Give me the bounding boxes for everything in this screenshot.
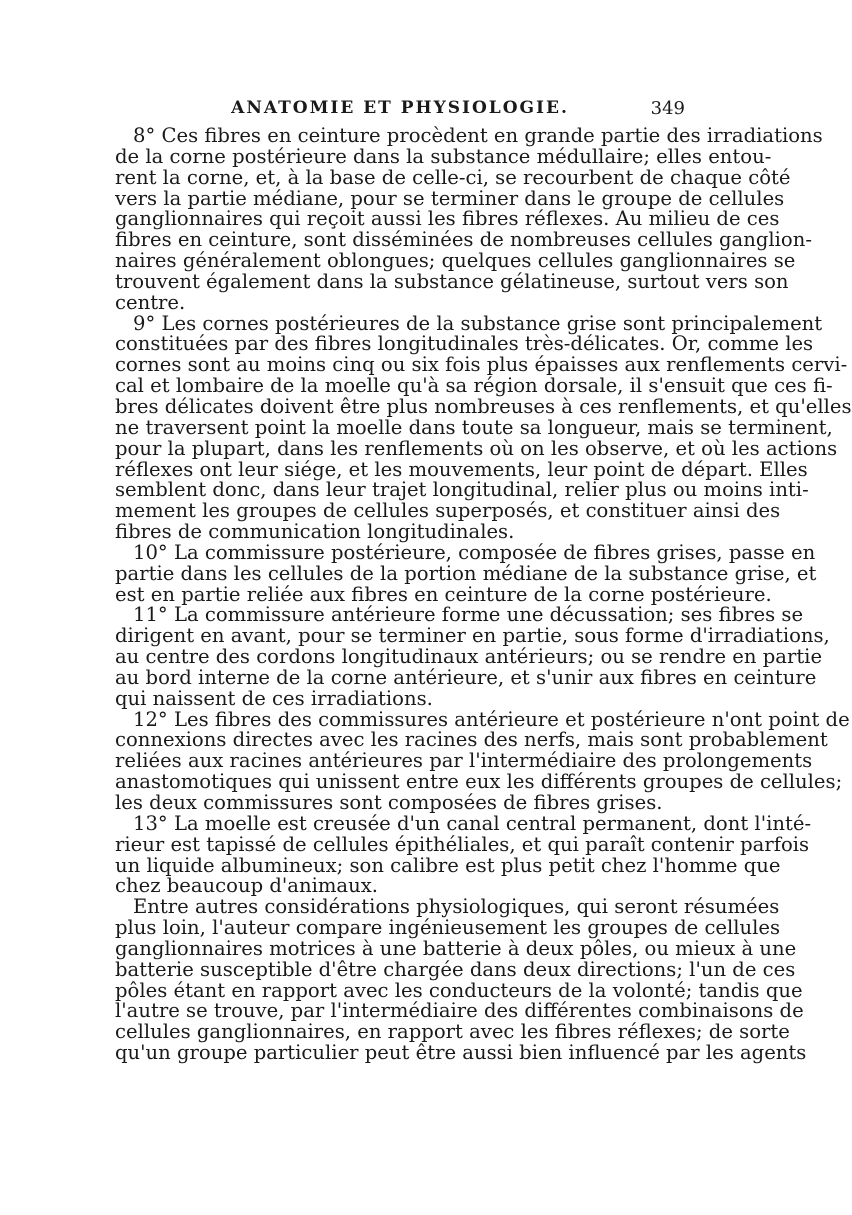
text-line: au centre des cordons longitudinaux antérieurs; ou se rendre en partie: [115, 645, 823, 669]
text-line: partie dans les cellules de la portion médiane de la substance grise, et: [115, 561, 817, 585]
text-line: pour la plupart, dans les renflements où on les observe, et où les actions: [115, 436, 838, 460]
paragraph: [115, 811, 812, 898]
text-line: 12° Les fibres des commissures antérieure et postérieure n'ont point de: [133, 707, 850, 731]
text-line: naires généralement oblongues; quelques cellules ganglionnaires se: [115, 249, 796, 273]
text-line: constituées par des fibres longitudinales très-délicates. Or, comme les: [115, 332, 814, 356]
paragraph: [115, 311, 852, 544]
text-line: semblent donc, dans leur trajet longitudinal, relier plus ou moins inti-: [115, 478, 809, 502]
text-line: 9° Les cornes postérieures de la substance grise sont principalement: [133, 311, 823, 335]
text-line: ne traversent point la moelle dans toute sa longueur, mais se terminent,: [115, 415, 833, 439]
text-line: cal et lombaire de la moelle qu'à sa région dorsale, il s'ensuit que ces fi-: [115, 374, 833, 398]
text-line: pôles étant en rapport avec les conducteurs de la volonté; tandis que: [115, 978, 803, 1002]
text-line: les deux commissures sont composées de fibres grises.: [115, 791, 663, 814]
text-line: reliées aux racines antérieures par l'intermédiaire des prolongements: [115, 749, 813, 773]
text-line: qu'un groupe particulier peut être aussi bien influencé par les agents: [115, 1041, 807, 1065]
page-number: 349: [650, 98, 685, 119]
text-line: 10° La commissure postérieure, composée de fibres grises, passe en: [133, 540, 816, 564]
text-line: cornes sont au moins cinq ou six fois plus épaisses aux renflements cervi-: [115, 353, 848, 377]
text-line: ganglionnaires qui reçoit aussi les fibres réflexes. Au milieu de ces: [115, 207, 780, 231]
text-line: centre.: [115, 290, 186, 314]
text-line: vers la partie médiane, pour se terminer dans le groupe de cellules: [115, 186, 785, 210]
paragraph: [115, 124, 823, 314]
text-line: trouvent également dans la substance gélatineuse, surtout vers son: [115, 269, 789, 293]
text-line: ganglionnaires motrices à une batterie à deux pôles, ou mieux à une: [115, 936, 797, 960]
text-line: l'autre se trouve, par l'intermédiaire des différentes combinaisons de: [115, 999, 804, 1023]
paragraph: [115, 707, 850, 814]
text-line: au bord interne de la corne antérieure, et s'unir aux fibres en ceinture: [115, 665, 817, 689]
text-line: 8° Ces fibres en ceinture procèdent en grande partie des irradiations: [133, 124, 823, 147]
text-line: chez beaucoup d'animaux.: [115, 874, 378, 898]
text-line: Entre autres considérations physiologiques, qui seront résumées: [133, 895, 780, 919]
text-line: mement les groupes de cellules superposés, et constituer ainsi des: [115, 499, 781, 523]
page-body: [115, 124, 852, 1065]
text-line: fibres de communication longitudinales.: [115, 520, 515, 544]
text-line: fibres en ceinture, sont disséminées de nombreuses cellules ganglion-: [115, 228, 812, 252]
paragraph: [115, 895, 807, 1065]
running-title: ANATOMIE ET PHYSIOLOGIE.: [231, 98, 569, 118]
text-line: rieur est tapissé de cellules épithéliales, et qui paraît contenir parfois: [115, 832, 810, 856]
text-line: est en partie reliée aux fibres en ceinture de la corne postérieure.: [115, 582, 772, 606]
text-line: réflexes ont leur siége, et les mouvements, leur point de départ. Elles: [115, 457, 808, 481]
text-line: connexions directes avec les racines des nerfs, mais sont probablement: [115, 728, 828, 752]
page-header: [115, 98, 685, 124]
text-line: bres délicates doivent être plus nombreuses à ces renflements, et qu'elles: [115, 394, 852, 418]
paragraph: [115, 603, 830, 710]
text-line: batterie susceptible d'être chargée dans deux directions; l'un de ces: [115, 957, 796, 981]
text-line: de la corne postérieure dans la substance médullaire; elles entou-: [115, 144, 772, 168]
text-line: rent la corne, et, à la base de celle-ci, se recourbent de chaque côté: [115, 165, 791, 189]
text-line: cellules ganglionnaires, en rapport avec les fibres réflexes; de sorte: [115, 1020, 790, 1044]
text-line: un liquide albumineux; son calibre est plus petit chez l'homme que: [115, 853, 781, 877]
text-line: dirigent en avant, pour se terminer en partie, sous forme d'irradiations,: [115, 624, 830, 648]
text-line: qui naissent de ces irradiations.: [115, 686, 433, 710]
text-line: 11° La commissure antérieure forme une décussation; ses fibres se: [133, 603, 804, 627]
paragraph: [115, 540, 817, 606]
text-line: anastomotiques qui unissent entre eux les différents groupes de cellules;: [115, 770, 843, 794]
text-line: 13° La moelle est creusée d'un canal central permanent, dont l'inté-: [133, 811, 812, 835]
text-line: plus loin, l'auteur compare ingénieusement les groupes de cellules: [115, 916, 781, 940]
